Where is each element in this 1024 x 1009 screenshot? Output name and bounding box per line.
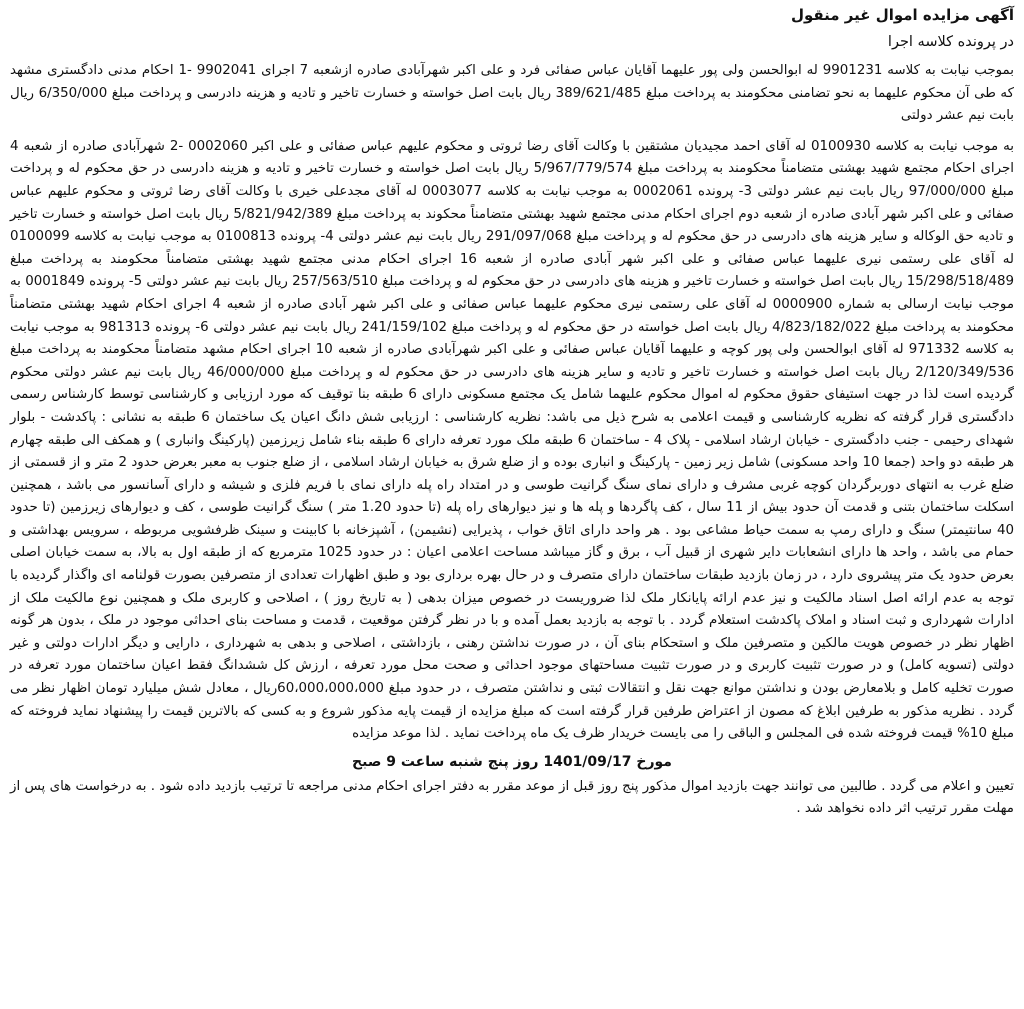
auction-date: مورخ 1401/09/17 روز پنج شنبه ساعت 9 صبح: [352, 753, 672, 770]
notice-paragraph-2: به موجب نیابت به کلاسه 0100930 له آقای احمد مجیدیان مشتقین با وکالت آقای رضا ثروتی و محکوم علیهم عباس صفائی و علی اکبر 0002060 -2 شهرآبادی صادره از شعبه 4 اجرای احکام مجتمع شهید بهشتی متضامناً محکومند به پرداخت مبلغ 5/967/779/574 ریال بابت اصل خواسته و خسارت تاخیر و تادیه و هزینه دادرسی در حق محکوم له و پرداخت مبلغ 97/000/000 ریال بابت نیم عشر دولتی 3- پرونده 0002061 به موجب نیابت به کلاسه 0003077 له آقای مجدعلی خیری با وکالت آقای رضا ثروتی و محکوم علیهم عباس صفائی و علی اکبر شهر آبادی صادره از شعبه دوم اجرای احکام مدنی مجتمع شهید بهشتی متضامناً محکوند به پرداخت مبلغ 5/821/942/389 ریال بابت اصل خواسته و خسارت تاخیر و تادیه حق الوکاله و سایر هزینه های دادرسی در حق محکوم له و پرداخت مبلغ 291/097/068 ریال بابت نیم عشر دولتی 4- پرونده 0100813 به موجب نیابت به کلاسه 0100099 له آقای علی رستمی نیری علیهما عباس صفائی و علی اکبر شهر آبادی صادره از شعبه 16 اجرای احکام مدنی مجتمع شهید بهشتی متضامناً محکومند به پرداخت مبلغ 15/298/518/489 ریال بابت اصل خواسته و خسارت تاخیر و هزینه های دادرسی در حق محکوم له و پرداخت مبلغ 257/563/510 ریال بابت نیم عشر دولتی 5- پرونده 0001849 به موجب نیابت ارسالی به شماره 0000900 له آقای علی رستمی نیری محکوم علیهما عباس صفائی و علی اکبر شهر آبادی صادره از شعبه 4 اجرای احکام شهید بهشتی متضامناً محکومند به پرداخت مبلغ 4/823/182/022 ریال بابت اصل خواسته در حق محکوم له و پرداخت مبلغ 241/159/102 ریال بابت نیم عشر دولتی 6- پرونده 981313 به موجب نیابت به کلاسه 971332 له آقای ابوالحسن ولی پور کوچه و علیهما آقایان عباس صفائی و علی اکبر شهرآبادی صادره از شعبه 10 اجرای احکام مشهد متضامناً محکومند به پرداخت مبلغ 2/120/349/536 ریال بابت اصل خواسته و خسارت تاخیر و تادیه و سایر هزینه های دادرسی در حق محکوم له و پرداخت مبلغ 46/000/000 ریال بابت نیم عشر دولتی محکوم گردیده است لذا در جهت استیفای حقوق محکوم له اموال محکوم علیهما شامل یک مجتمع مسکونی دارای 6 طبقه بنا توقیف که مورد ارزیابی و کارشناسی توسط کارشناس رسمی دادگستری قرار گرفته که نظریه کارشناسی و قیمت اعلامی به شرح ذیل می باشد: نظریه کارشناسی : ارزیابی شش دانگ اعیان یک ساختمان 6 طبقه به نشانی : پاکدشت - بلوار شهدای رحیمی - جنب دادگستری - خیابان ارشاد اسلامی - پلاک 4 - ساختمان 6 طبقه ملک مورد تعرفه دارای 6 طبقه بناء شامل زیرزمین (پارکینگ وانباری ) و همکف الی طبقه چهارم هر طبقه دو واحد (جمعا 10 واحد مسکونی) شامل زیر زمین - پارکینگ و انباری بوده و از ضلع شرق به خیابان ارشاد اسلامی ، از ضلع جنوب به معبر بعرض حدود 2 متر و از قسمتی از ضلع غرب به انتهای دوربرگردان کوچه غربی مشرف و دارای نمای سنگ گرانیت طوسی و در امتداد راه پله دارای نمای با فریم فلزی و شیشه و دارای آسانسور می باشد ، همچنین اسکلت ساختمان بتنی و قدمت آن حدود بیش از 11 سال ، کف پاگردها و پله ها و نیز دیوارهای راه پله (تا حدود 1.20 متر ) سنگ گرانیت طوسی ، کف و دیوارهای زیرزمین (تا حدود 40 سانتیمتر) سنگ و دارای رمپ به سمت حیاط مشاعی بود . هر واحد دارای اتاق خواب ، پذیرایی (نشیمن) ، آشپزخانه با کابینت و سینک ظرفشویی مربوطه ، سرویس بهداشتی و حمام می باشد ، واحد ها دارای انشعابات دایر شهری از قبیل آب ، برق و گاز میباشد مساحت اعلامی اعیان : در حدود 1025 مترمربع که از طبقه اول به بالا، به سمت خیابان اصلی بعرض حدود یک متر پیشروی دارد ، در زمان بازدید طبقات ساختمان دارای متصرف و در حال بهره برداری بود و طبق اظهارات تعدادی از متصرفین بصورت قولنامه ای واگذار گردیده با توجه به عدم ارائه اصل اسناد مالکیت و نیز عدم ارائه پایانکار ملک لذا ضروریست در خصوص میزان بدهی ( به تاریخ روز ) ، اصلاحی و کاربری ملک و همچنین نوع مالکیت ملک از ادارات شهرداری و ثبت اسناد و املاک پاکدشت استعلام گردد . با توجه به بازدید بعمل آمده و با در نظر گرفتن موقعیت ، قدمت و مساحت بنای احداثی موجود در ملک ، بدون هر گونه اظهار نظر در خصوص هویت مالکین و متصرفین ملک و استحکام بنای آن ، در صورت نداشتن رهنی ، بازداشتی ، اصلاحی و بدهی به شهرداری ، دارایی و دیگر ادارات دولتی و غیر دولتی (تسویه کامل) و در صورت تثبیت کاربری و در صورت تثبیت مساحتهای موجود احداثی و صحت محل مورد تعرفه ، ارزش کل ششدانگ فقط اعیان ساختمان مورد تعرفه در صورت تخلیه کامل و بلامعارض بودن و نداشتن موانع جهت نقل و انتقالات ثبتی و نداشتن متصرف ، در حدود مبلغ 60،000،000،000ریال ، معادل شش میلیارد تومان اظهار نظر می گردد . نظریه مذکور به طرفین ابلاغ که مصون از اعتراض طرفین قرار گرفته است که مبلغ مزایده از قیمت پایه مذکور شروع و به کسی که بالاترین قیمت را پیشنهاد نماید فروخته که مبلغ 10% قیمت فروخته شده فی المجلس و الباقی را می بایست خریدار ظرف یک ماه پرداخت نماید . لذا موعد مزایده: [10, 138, 1015, 742]
notice-title: آگهی مزایده اموال غیر منقول: [790, 6, 1014, 24]
notice-closing: تعیین و اعلام می گردد . طالبین می توانند جهت بازدید اموال مذکور پنج روز قبل از موعد مقرر به دفتر اجرای احکام مدنی مراجعه تا ترتیب بازدید داده شود . به درخواست های پس از مهلت مقرر ترتیب اثر داده نخواهد شد .: [10, 778, 1014, 817]
notice-subtitle: در پرونده کلاسه اجرا: [887, 34, 1014, 50]
notice-paragraph-1: بموجب نیابت به کلاسه 9901231 له ابوالحسن ولی پور علیهما آقایان عباس صفائی فرد و علی اکبر شهرآبادی صادره ازشعبه 7 اجرای 9902041 -1 احکام مدنی دادگستری مشهد که طی آن محکوم علیهما به نحو تضامنی محکومند به پرداخت مبلغ 389/621/485 ریال بابت اصل خواسته و خسارت تاخیر و تادیه و هزینه دادرسی و پرداخت مبلغ 6/350/000 ریال بابت نیم عشر دولتی: [10, 63, 1015, 124]
